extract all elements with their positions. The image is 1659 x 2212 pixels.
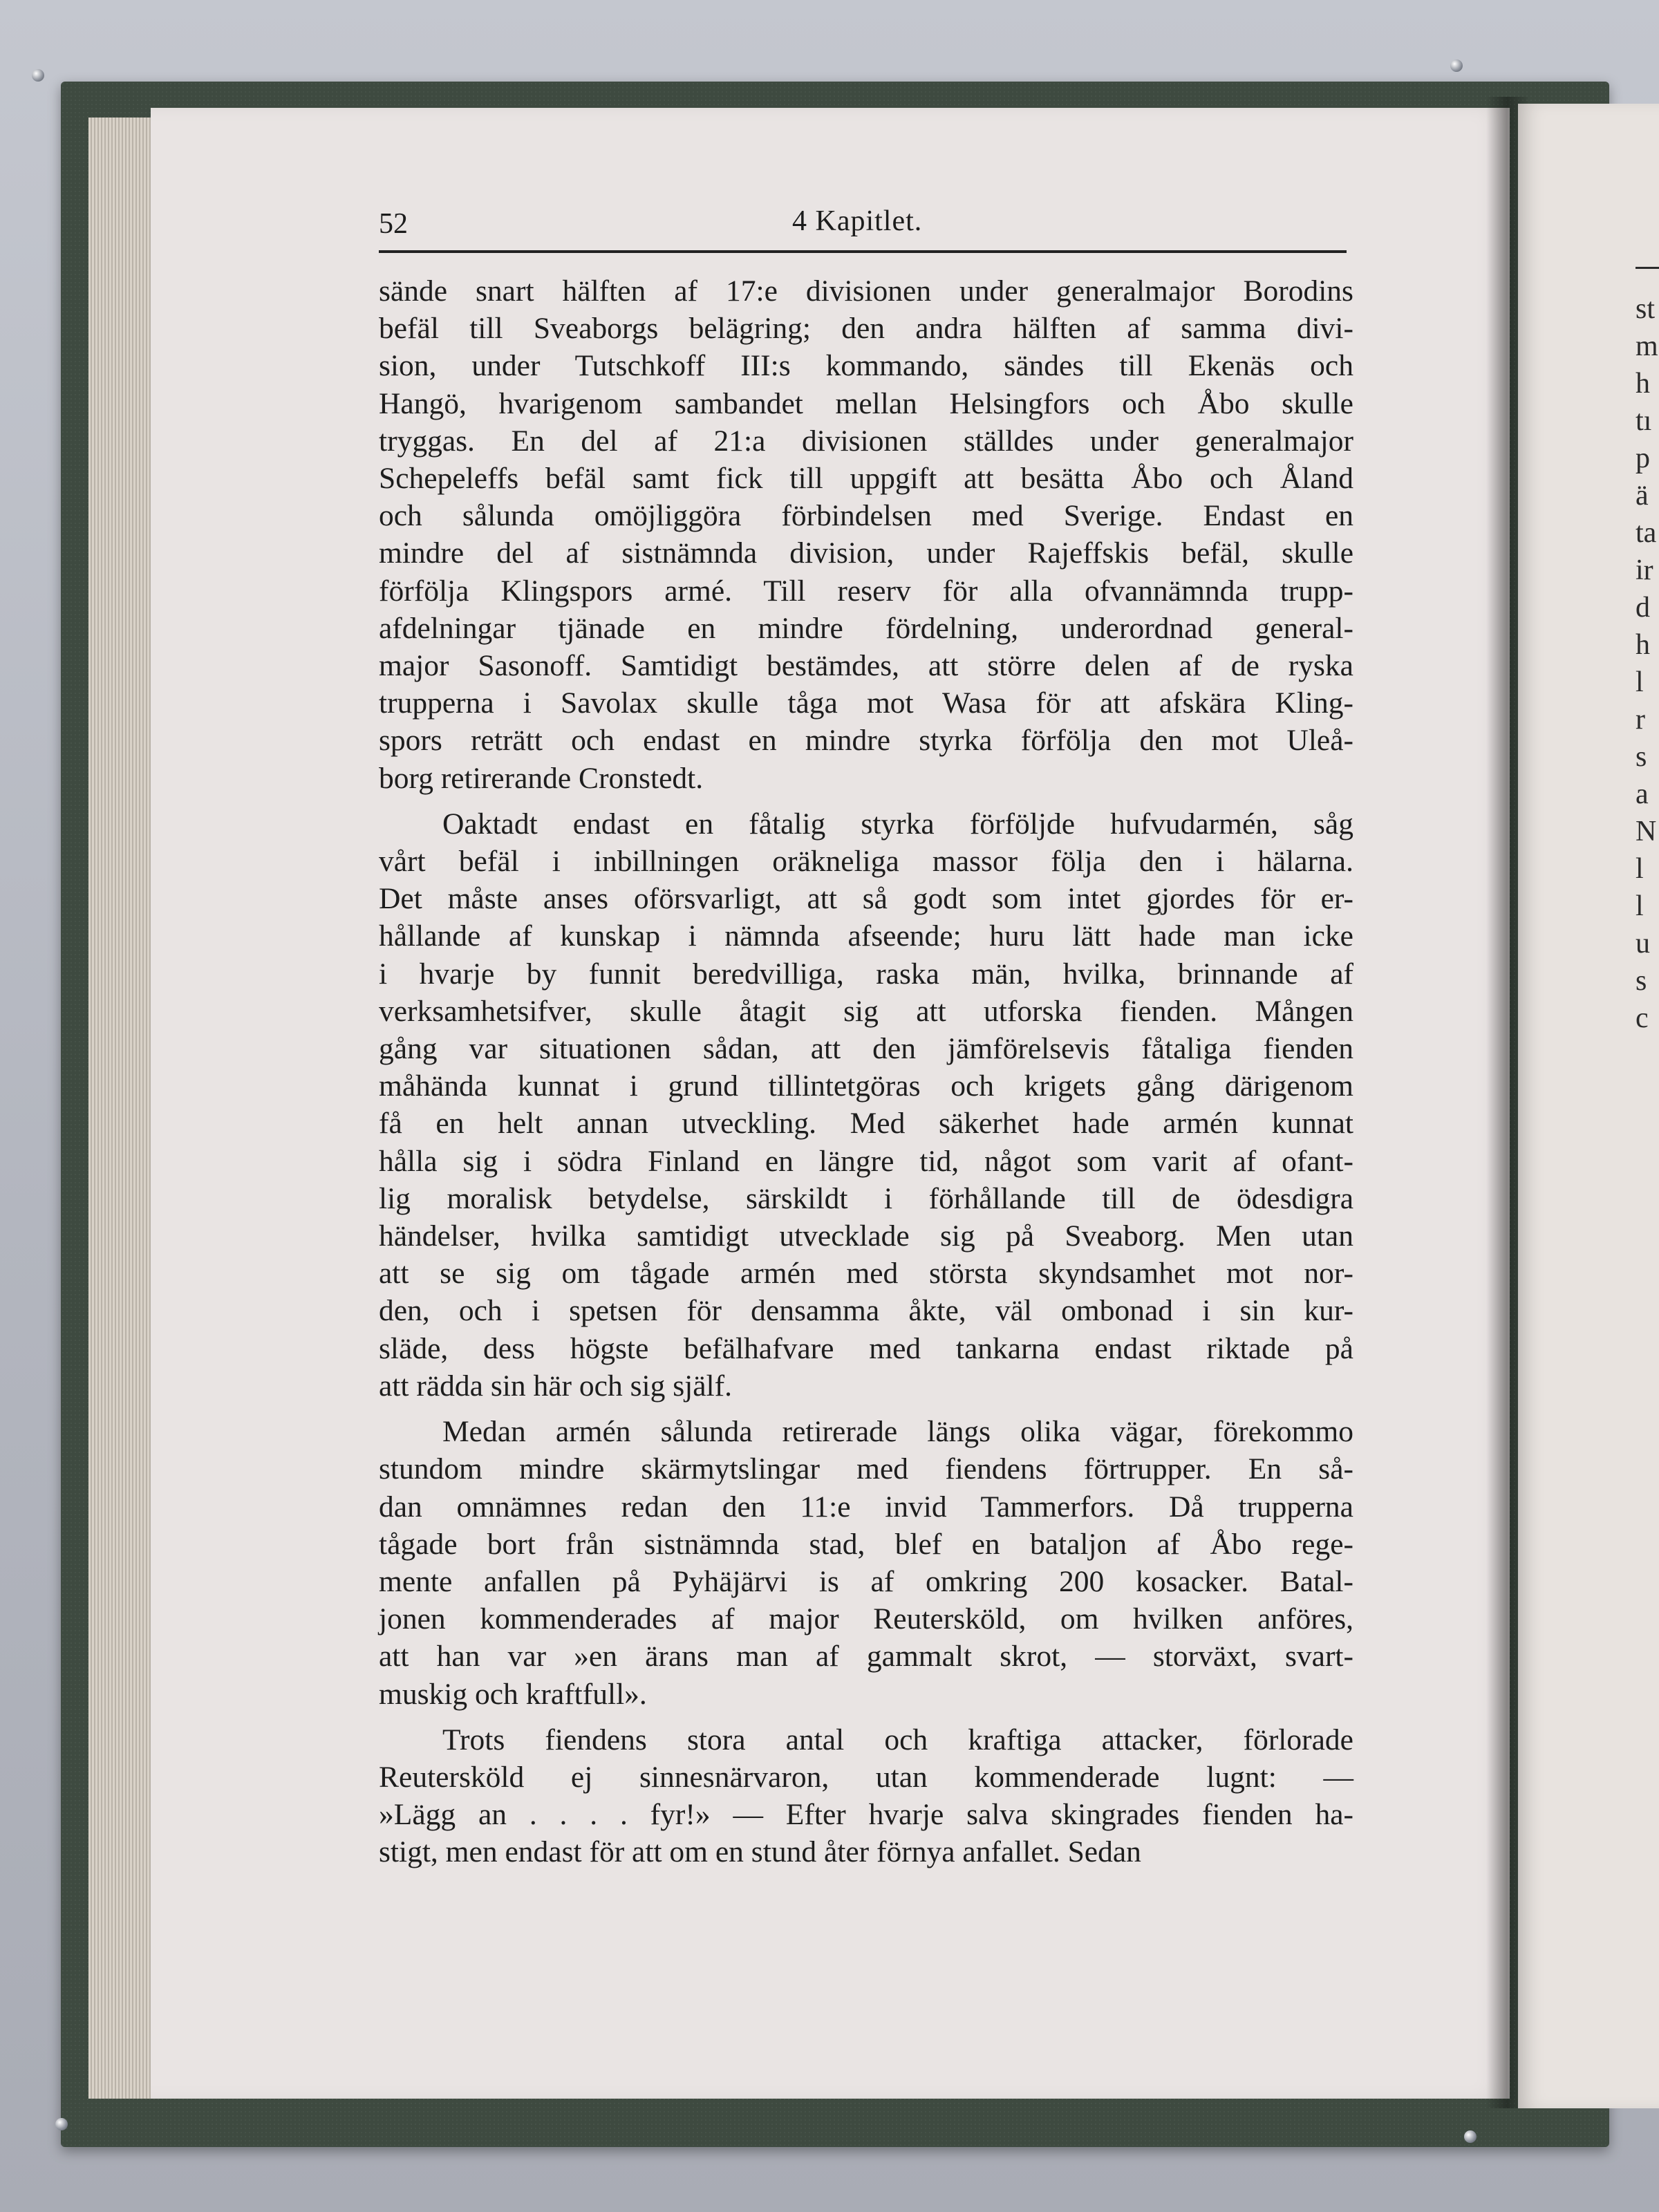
facing-page-fragment: u (1635, 928, 1650, 959)
text-line: borg retirerande Cronstedt. (379, 761, 704, 795)
text-line: Medan armén sålunda retirerade längs olika vägar, förekommo (442, 1415, 1353, 1449)
paragraph (379, 1413, 1353, 1713)
pin-top-left (32, 69, 44, 82)
facing-page-fragment: p (1635, 442, 1650, 474)
text-line: Det måste anses oförsvarligt, att så godt som intet gjordes för er- (379, 882, 1353, 916)
text-line: major Sasonoff. Samtidigt bestämdes, att större delen af de ryska (379, 649, 1353, 683)
facing-page-fragment: d (1635, 592, 1650, 624)
facing-page-fragment: m (1635, 330, 1658, 362)
page-edges (88, 118, 155, 2099)
text-line: hållande af kunskap i nämnda afseende; huru lätt hade man icke (379, 919, 1353, 953)
text-line: att se sig om tågade armén med största skyndsamhet mot nor- (379, 1257, 1353, 1291)
text-line: verksamhetsifver, skulle åtagit sig att utforska fienden. Mången (379, 994, 1353, 1028)
text-line: trupperna i Savolax skulle tåga mot Wasa för att afskära Kling- (379, 686, 1353, 720)
text-line: få en helt annan utveckling. Med säkerhet hade armén kunnat (379, 1107, 1353, 1141)
pin-bottom-left (55, 2118, 68, 2130)
facing-page-fragment: c (1635, 1002, 1649, 1034)
facing-page-fragment: l (1635, 890, 1644, 922)
text-line: släde, dess högste befälhafvare med tankarna endast riktade på (379, 1331, 1353, 1365)
text-line: spors reträtt och endast en mindre styrka förfölja den mot Uleå- (379, 724, 1353, 758)
text-line: »Lägg an . . . . fyr!» — Efter hvarje salva skingrades fienden ha- (379, 1798, 1353, 1832)
text-line: måhända kunnat i grund tillintetgöras och krigets gång därigenom (379, 1069, 1353, 1103)
facing-page-fragment: l (1635, 666, 1644, 698)
facing-page-fragment: N (1635, 816, 1657, 847)
text-line: muskig och kraftfull». (379, 1677, 647, 1711)
text-line: lig moralisk betydelse, särskildt i förhållande till de ödesdigra (379, 1181, 1353, 1215)
text-line: att rädda sin här och sig själf. (379, 1369, 732, 1403)
text-line: förfölja Klingspors armé. Till reserv för alla ofvannämnda trupp- (379, 574, 1353, 608)
text-line: händelser, hvilka samtidigt utvecklade sig på Sveaborg. Men utan (379, 1219, 1353, 1253)
pin-top-right (1450, 59, 1463, 72)
text-line: och sålunda omöjliggöra förbindelsen med Sverige. Endast en (379, 499, 1353, 533)
text-line: att han var »en ärans man af gammalt skrot, — storväxt, svart- (379, 1640, 1353, 1674)
facing-page-rule (1635, 267, 1659, 269)
paragraph (379, 272, 1353, 797)
facing-page-text (1635, 290, 1659, 1037)
text-line: tågade bort från sistnämnda stad, blef en bataljon af Åbo rege- (379, 1527, 1353, 1561)
facing-page-fragment: ä (1635, 480, 1649, 512)
running-head: 4 Kapitlet. (792, 205, 923, 237)
text-line: den, och i spetsen för densamma åkte, väl ombonad i sin kur- (379, 1294, 1353, 1328)
text-line: befäl till Sveaborgs belägring; den andra hälften af samma divi- (379, 312, 1353, 346)
text-line: Hangö, hvarigenom sambandet mellan Helsingfors och Åbo skulle (379, 386, 1353, 420)
text-line: Reutersköld ej sinnesnärvaron, utan kommenderade lugnt: — (379, 1760, 1353, 1794)
pin-bottom-right (1464, 2130, 1477, 2143)
text-line: mente anfallen på Pyhäjärvi is af omkring 200 kosacker. Batal- (379, 1564, 1353, 1598)
page-number: 52 (379, 208, 408, 240)
text-line: afdelningar tjänade en mindre fördelning, underordnad general- (379, 611, 1353, 645)
paragraph (379, 805, 1353, 1405)
text-line: Oaktadt endast en fåtalig styrka förföljde hufvudarmén, såg (442, 807, 1353, 841)
facing-page-fragment: ta (1635, 517, 1657, 549)
body-text (379, 272, 1353, 1871)
facing-page-fragment: r (1635, 704, 1645, 735)
paragraph (379, 1721, 1353, 1871)
facing-page-fragment: h (1635, 368, 1650, 400)
text-line: stigt, men endast för att om en stund åter förnya anfallet. Sedan (379, 1835, 1141, 1869)
text-line: dan omnämnes redan den 11:e invid Tammerfors. Då trupperna (379, 1490, 1353, 1524)
facing-page-fragment: l (1635, 853, 1644, 885)
text-line: tryggas. En del af 21:a divisionen ställdes under generalmajor (379, 424, 1353, 458)
facing-page-fragment: tı (1635, 405, 1652, 437)
text-line: gång var situationen sådan, att den jämförelsevis fåtaliga fienden (379, 1032, 1353, 1066)
text-line: jonen kommenderades af major Reutersköld, om hvilken anföres, (379, 1602, 1353, 1636)
text-line: stundom mindre skärmytslingar med fiendens förtrupper. En så- (379, 1452, 1353, 1486)
page-header (379, 207, 1347, 249)
text-line: mindre del af sistnämnda division, under Rajeffskis befäl, skulle (379, 536, 1353, 570)
facing-page-fragment: s (1635, 741, 1647, 773)
facing-page-fragment: st (1635, 293, 1656, 325)
facing-page-fragment: s (1635, 965, 1647, 997)
text-line: vårt befäl i inbillningen oräkneliga massor följa den i hälarna. (379, 845, 1353, 879)
text-line: Schepeleffs befäl samt fick till uppgift att besätta Åbo och Åland (379, 462, 1353, 496)
text-line: Trots fiendens stora antal och kraftiga attacker, förlorade (442, 1723, 1353, 1756)
header-rule (379, 250, 1347, 253)
facing-page-fragment: ir (1635, 554, 1653, 586)
text-line: sion, under Tutschkoff III:s kommando, sändes till Ekenäs och (379, 349, 1353, 383)
text-line: hålla sig i södra Finland en längre tid, något som varit af ofant- (379, 1144, 1353, 1178)
text-line: i hvarje by funnit beredvilliga, raska män, hvilka, brinnande af (379, 957, 1353, 991)
text-line: sände snart hälften af 17:e divisionen under generalmajor Borodins (379, 274, 1353, 308)
facing-page-fragment: h (1635, 629, 1650, 661)
facing-page-fragment: a (1635, 778, 1649, 810)
